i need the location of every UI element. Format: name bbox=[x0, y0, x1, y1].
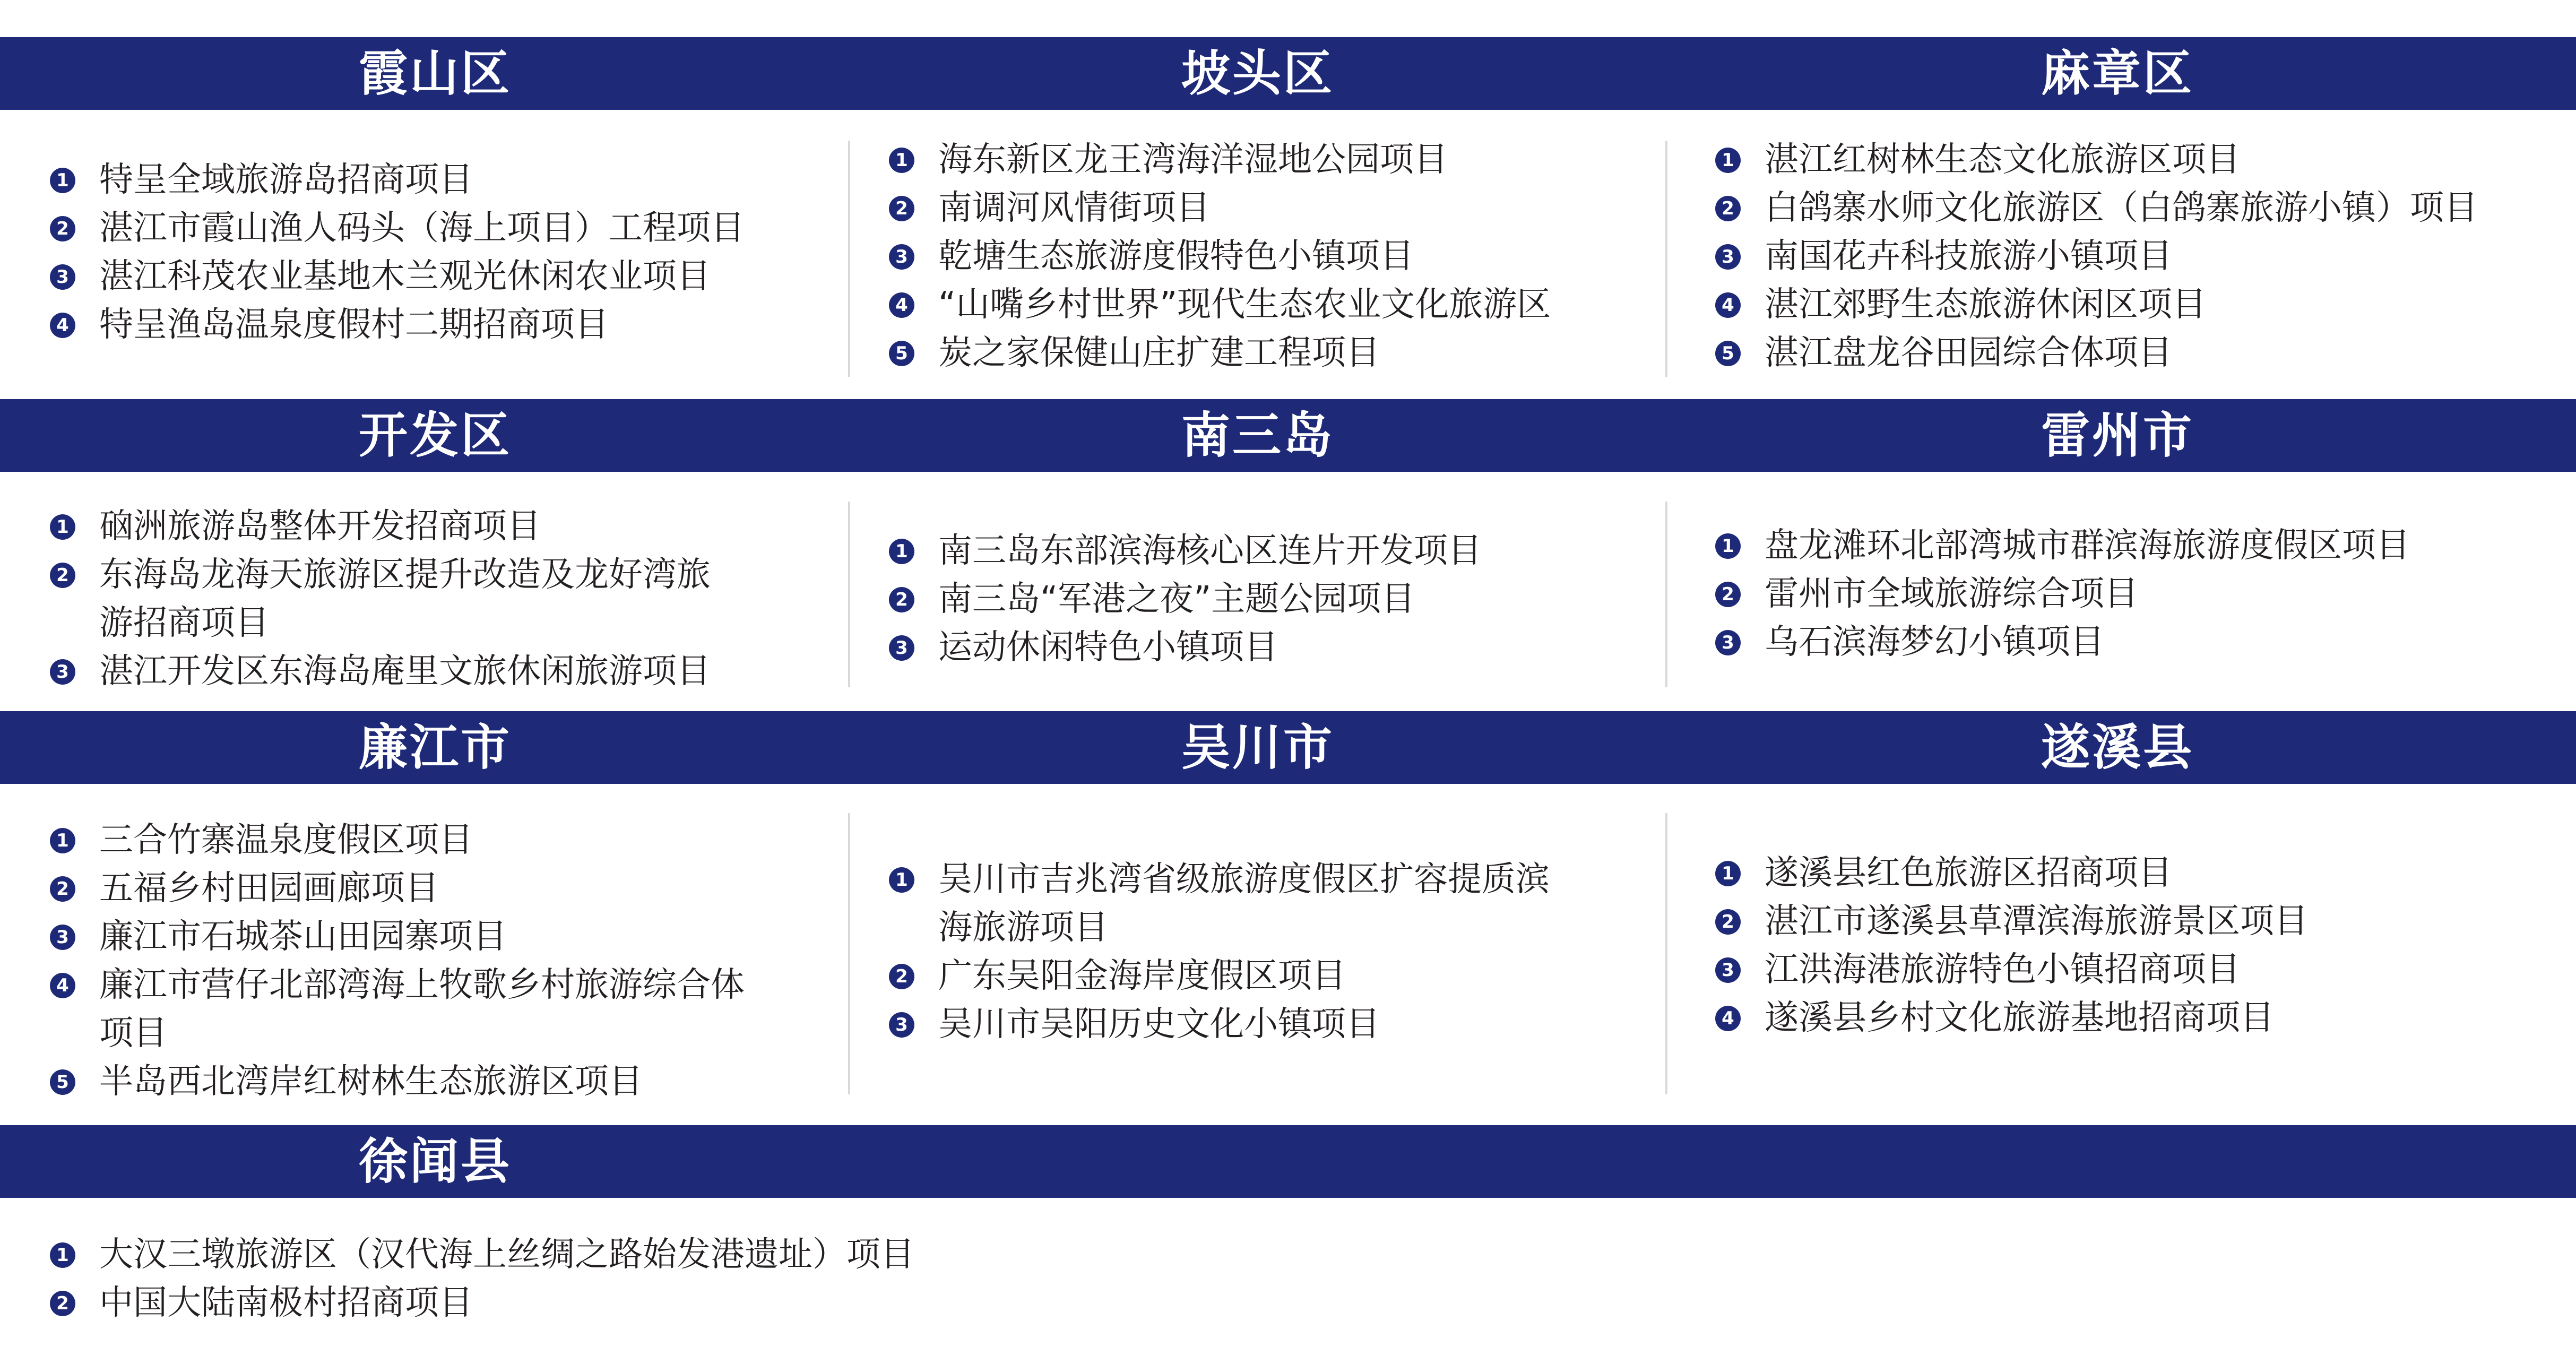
list-item: 3 湛江科茂农业基地木兰观光休闲农业项目 bbox=[50, 253, 745, 301]
number-badge: 1 bbox=[50, 1242, 75, 1268]
number-badge: 2 bbox=[50, 216, 75, 241]
number-badge: 3 bbox=[889, 1012, 914, 1038]
number-badge: 3 bbox=[50, 264, 75, 290]
number-badge: 2 bbox=[50, 563, 75, 588]
region-list-leizhou bbox=[1715, 522, 2410, 667]
number-badge: 1 bbox=[50, 168, 75, 193]
list-item: 1 海东新区龙王湾海洋湿地公园项目 bbox=[889, 136, 1551, 184]
list-item: 1 吴川市吉兆湾省级旅游度假区扩容提质滨 海旅游项目 bbox=[889, 856, 1550, 952]
list-item: 2 南调河风情街项目 bbox=[889, 184, 1551, 232]
list-item: 4 湛江郊野生态旅游休闲区项目 bbox=[1715, 281, 2478, 329]
region-list-xiashan bbox=[50, 156, 745, 349]
list-item: 4 “山嘴乡村世界”现代生态农业文化旅游区 bbox=[889, 281, 1551, 329]
column-divider bbox=[1665, 813, 1667, 1094]
list-item: 3 运动休闲特色小镇项目 bbox=[889, 624, 1482, 672]
list-item: 2 白鸽寨水师文化旅游区（白鸽寨旅游小镇）项目 bbox=[1715, 184, 2478, 232]
column-divider bbox=[848, 813, 850, 1094]
number-badge: 3 bbox=[1715, 957, 1741, 983]
number-badge: 1 bbox=[1715, 861, 1741, 886]
number-badge: 4 bbox=[1715, 292, 1741, 318]
region-title-potou: 坡头区 bbox=[1181, 45, 1334, 102]
list-item: 4 廉江市营仔北部湾海上牧歌乡村旅游综合体 项目 bbox=[50, 961, 745, 1058]
number-badge: 1 bbox=[1715, 533, 1741, 559]
list-item: 1 特呈全域旅游岛招商项目 bbox=[50, 156, 745, 204]
number-badge: 1 bbox=[1715, 148, 1741, 173]
list-item: 5 炭之家保健山庄扩建工程项目 bbox=[889, 329, 1551, 377]
number-badge: 2 bbox=[1715, 582, 1741, 607]
number-badge: 5 bbox=[1715, 341, 1741, 366]
list-item: 4 遂溪县乡村文化旅游基地招商项目 bbox=[1715, 994, 2308, 1042]
number-badge: 5 bbox=[50, 1069, 75, 1095]
number-badge: 3 bbox=[50, 659, 75, 685]
header-band-row-2 bbox=[0, 399, 2576, 472]
list-item: 1 大汉三墩旅游区（汉代海上丝绸之路始发港遗址）项目 bbox=[50, 1231, 914, 1279]
list-item: 5 湛江盘龙谷田园综合体项目 bbox=[1715, 329, 2478, 377]
header-band-row-1 bbox=[0, 37, 2576, 110]
list-item: 3 乌石滨海梦幻小镇项目 bbox=[1715, 618, 2410, 667]
list-item: 3 乾塘生态旅游度假特色小镇项目 bbox=[889, 232, 1551, 281]
number-badge: 3 bbox=[889, 244, 914, 270]
region-list-lianjiang bbox=[50, 816, 745, 1106]
region-title-nansan: 南三岛 bbox=[1181, 407, 1334, 464]
list-item: 1 三合竹寨温泉度假区项目 bbox=[50, 816, 745, 865]
number-badge: 2 bbox=[1715, 909, 1741, 935]
list-item: 2 雷州市全域旅游综合项目 bbox=[1715, 570, 2410, 618]
list-item: 1 南三岛东部滨海核心区连片开发项目 bbox=[889, 527, 1482, 575]
list-item: 2 东海岛龙海天旅游区提升改造及龙好湾旅 游招商项目 bbox=[50, 551, 711, 647]
number-badge: 1 bbox=[889, 539, 914, 564]
number-badge: 1 bbox=[50, 828, 75, 853]
region-title-mazhang: 麻章区 bbox=[2041, 45, 2194, 102]
list-item: 2 南三岛“军港之夜”主题公园项目 bbox=[889, 575, 1482, 624]
number-badge: 2 bbox=[1715, 196, 1741, 221]
list-item: 1 硇洲旅游岛整体开发招商项目 bbox=[50, 503, 711, 551]
number-badge: 2 bbox=[50, 1291, 75, 1316]
header-band-row-4 bbox=[0, 1125, 2576, 1198]
region-title-lianjiang: 廉江市 bbox=[358, 719, 512, 776]
region-list-wuchuan bbox=[889, 856, 1550, 1049]
list-item: 1 遂溪县红色旅游区招商项目 bbox=[1715, 849, 2308, 897]
list-item: 1 盘龙滩环北部湾城市群滨海旅游度假区项目 bbox=[1715, 522, 2410, 570]
list-item: 3 南国花卉科技旅游小镇项目 bbox=[1715, 232, 2478, 281]
list-item: 2 中国大陆南极村招商项目 bbox=[50, 1279, 914, 1327]
list-item: 2 五福乡村田园画廊项目 bbox=[50, 865, 745, 913]
number-badge: 2 bbox=[50, 876, 75, 902]
number-badge: 1 bbox=[889, 867, 914, 893]
number-badge: 3 bbox=[889, 635, 914, 661]
number-badge: 3 bbox=[1715, 244, 1741, 270]
number-badge: 5 bbox=[889, 341, 914, 366]
column-divider bbox=[848, 141, 850, 377]
number-badge: 2 bbox=[889, 964, 914, 989]
region-list-xuwen bbox=[50, 1231, 914, 1327]
region-title-kaifaqu: 开发区 bbox=[358, 407, 512, 464]
number-badge: 2 bbox=[889, 196, 914, 221]
region-list-nansan bbox=[889, 527, 1482, 672]
header-band-row-3 bbox=[0, 711, 2576, 784]
number-badge: 3 bbox=[50, 925, 75, 950]
region-title-leizhou: 雷州市 bbox=[2041, 407, 2194, 464]
list-item: 3 湛江开发区东海岛庵里文旅休闲旅游项目 bbox=[50, 647, 711, 696]
region-list-kaifaqu bbox=[50, 503, 711, 696]
number-badge: 1 bbox=[889, 148, 914, 173]
number-badge: 3 bbox=[1715, 630, 1741, 655]
list-item: 3 江洪海港旅游特色小镇招商项目 bbox=[1715, 946, 2308, 994]
list-item: 3 廉江市石城茶山田园寨项目 bbox=[50, 913, 745, 961]
region-list-potou bbox=[889, 136, 1551, 377]
list-item: 3 吴川市吴阳历史文化小镇项目 bbox=[889, 1000, 1550, 1049]
number-badge: 2 bbox=[889, 587, 914, 612]
region-list-suixi bbox=[1715, 849, 2308, 1042]
number-badge: 4 bbox=[50, 313, 75, 338]
region-title-suixi: 遂溪县 bbox=[2041, 719, 2194, 776]
region-title-xuwen: 徐闻县 bbox=[358, 1133, 512, 1190]
region-title-wuchuan: 吴川市 bbox=[1181, 719, 1334, 776]
list-item: 5 半岛西北湾岸红树林生态旅游区项目 bbox=[50, 1058, 745, 1106]
number-badge: 1 bbox=[50, 514, 75, 540]
number-badge: 4 bbox=[50, 973, 75, 998]
list-item: 2 湛江市遂溪县草潭滨海旅游景区项目 bbox=[1715, 897, 2308, 946]
column-divider bbox=[1665, 141, 1667, 377]
column-divider bbox=[1665, 502, 1667, 687]
number-badge: 4 bbox=[889, 292, 914, 318]
list-item: 4 特呈渔岛温泉度假村二期招商项目 bbox=[50, 301, 745, 349]
list-item: 1 湛江红树林生态文化旅游区项目 bbox=[1715, 136, 2478, 184]
column-divider bbox=[848, 502, 850, 687]
region-list-mazhang bbox=[1715, 136, 2478, 377]
region-title-xiashan: 霞山区 bbox=[358, 45, 512, 102]
number-badge: 4 bbox=[1715, 1006, 1741, 1031]
list-item: 2 湛江市霞山渔人码头（海上项目）工程项目 bbox=[50, 204, 745, 253]
list-item: 2 广东吴阳金海岸度假区项目 bbox=[889, 952, 1550, 1000]
